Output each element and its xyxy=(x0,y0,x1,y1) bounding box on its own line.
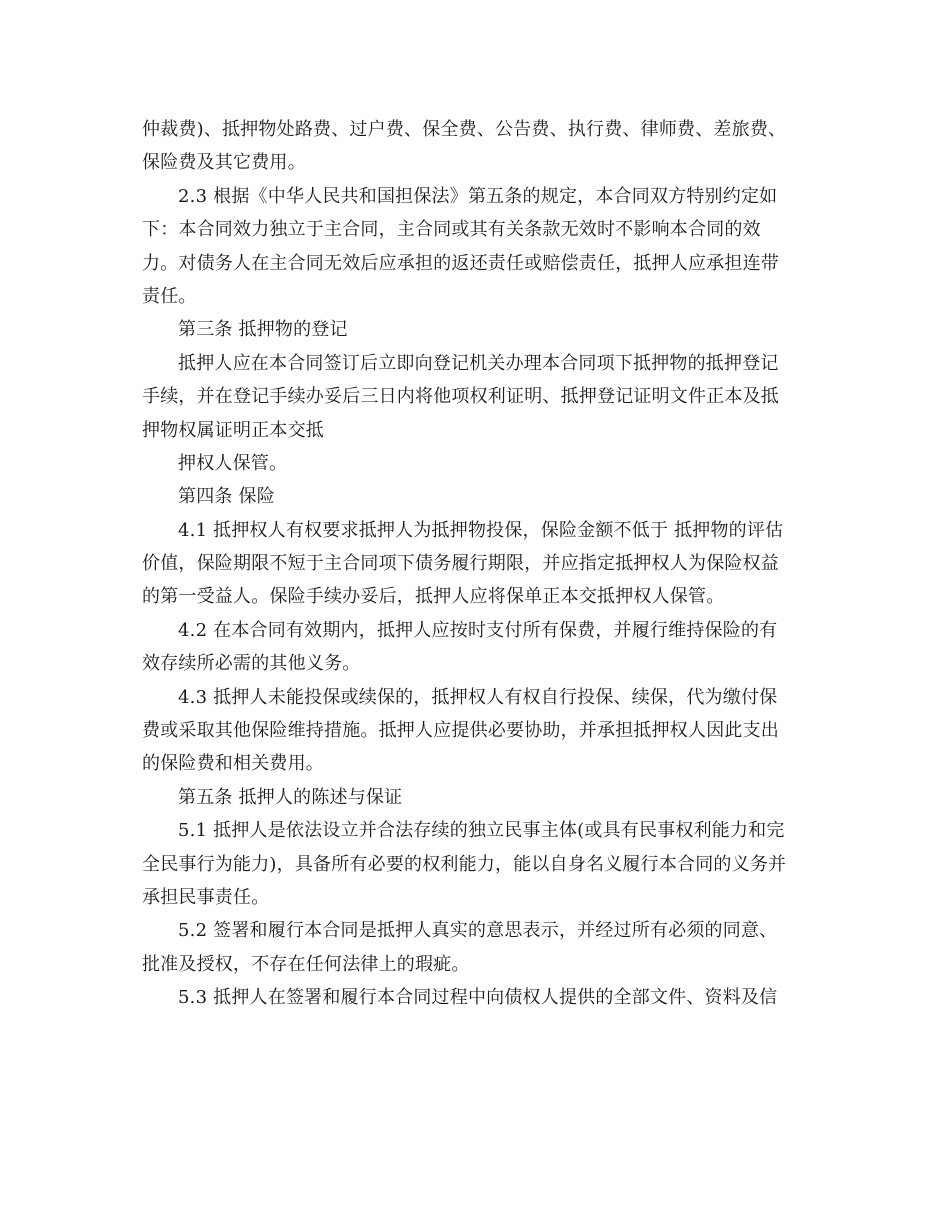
text-line: 效存续所必需的其他义务。 xyxy=(142,653,361,675)
text-line: 下：本合同效力独立于主合同，主合同或其有关条款无效时不影响本合同的效 xyxy=(142,219,761,241)
text-line: 费或采取其他保险维持措施。抵押人应提供必要协助，并承担抵押权人因此支出 xyxy=(142,720,779,742)
text-line: 第五条 抵押人的陈述与保证 xyxy=(178,786,403,808)
text-line: 力。对债务人在主合同无效后应承担的返还责任或赔偿责任，抵押人应承担连带 xyxy=(142,252,779,274)
text-line: 4.3 抵押人未能投保或续保的，抵押权人有权自行投保、续保，代为缴付保 xyxy=(178,686,778,708)
text-line: 第三条 抵押物的登记 xyxy=(178,319,348,341)
text-line: 价值，保险期限不短于主合同项下债务履行期限，并应指定抵押权人为保险权益 xyxy=(142,553,779,575)
text-line: 全民事行为能力)，具备所有必要的权利能力，能以自身名义履行本合同的义务并 xyxy=(142,853,787,875)
document-body xyxy=(142,113,802,1015)
text-line: 2.3 根据《中华人民共和国担保法》第五条的规定，本合同双方特别约定如 xyxy=(178,185,778,207)
text-line: 押权人保管。 xyxy=(178,452,288,474)
text-line: 4.2 在本合同有效期内，抵押人应按时支付所有保费，并履行维持保险的有 xyxy=(178,619,778,641)
text-line: 的第一受益人。保险手续办妥后，抵押人应将保单正本交抵押权人保管。 xyxy=(142,586,725,608)
text-line: 5.2 签署和履行本合同是抵押人真实的意思表示，并经过所有必须的同意、 xyxy=(178,920,778,942)
text-line: 手续，并在登记手续办妥后三日内将他项权利证明、抵押登记证明文件正本及抵 xyxy=(142,386,779,408)
text-line: 押物权属证明正本交抵 xyxy=(142,419,324,441)
text-line: 5.3 抵押人在签署和履行本合同过程中向债权人提供的全部文件、资料及信 xyxy=(178,987,778,1009)
text-line: 批准及授权，不存在任何法律上的瑕疵。 xyxy=(142,953,470,975)
text-line: 的保险费和相关费用。 xyxy=(142,753,324,775)
text-line: 保险费及其它费用。 xyxy=(142,152,306,174)
text-line: 仲裁费)、抵押物处路费、过户费、保全费、公告费、执行费、律师费、差旅费、 xyxy=(142,119,787,140)
text-line: 4.1 抵押权人有权要求抵押人为抵押物投保，保险金额不低于 抵押物的评估 xyxy=(178,519,784,541)
text-line: 承担民事责任。 xyxy=(142,886,270,908)
text-line: 5.1 抵押人是依法设立并合法存续的独立民事主体(或具有民事权利能力和完 xyxy=(178,820,785,842)
text-line: 第四条 保险 xyxy=(178,486,275,508)
text-line: 抵押人应在本合同签订后立即向登记机关办理本合同项下抵押物的抵押登记 xyxy=(178,352,779,374)
text-line: 责任。 xyxy=(142,285,197,307)
